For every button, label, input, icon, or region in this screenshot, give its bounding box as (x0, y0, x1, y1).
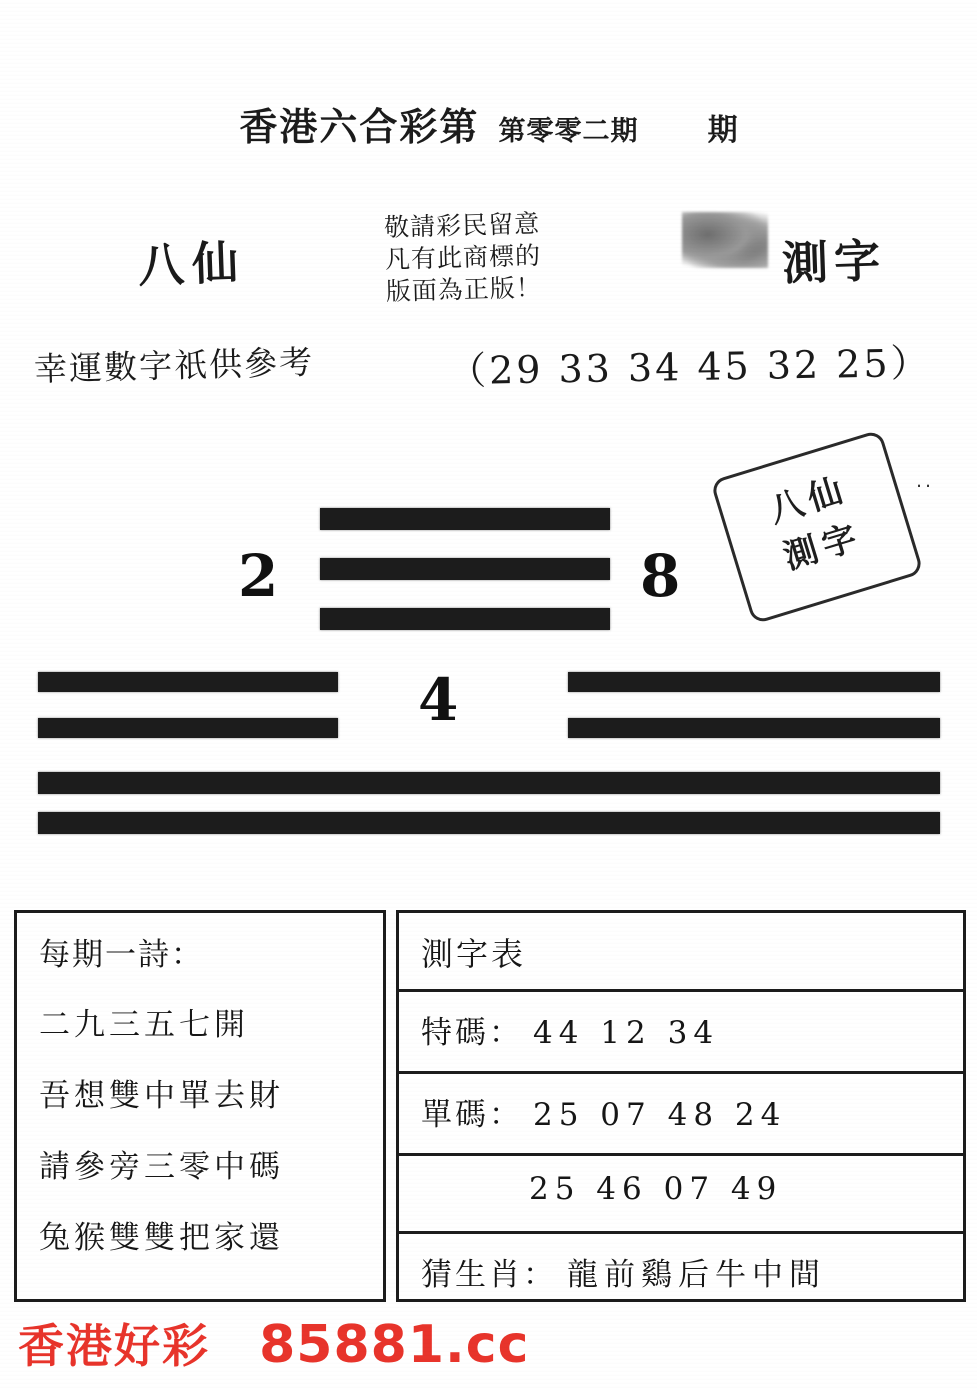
poem-title: 每期一詩： (39, 937, 204, 973)
stamp-line-1: 八仙 (764, 469, 853, 532)
table-divider (399, 1153, 963, 1156)
brand-right: 測字 (781, 233, 888, 291)
lucky-numbers-label: 幸運數字祇供參考 (33, 342, 315, 389)
hexagram-bar-bottom-1 (38, 772, 940, 794)
hexagram-bar-top-3 (320, 608, 610, 630)
issue-suffix: 期 (707, 113, 738, 148)
table-row (421, 1249, 826, 1294)
notice-block (384, 208, 542, 308)
poem-line: 吾想雙中單去財 (39, 1078, 284, 1114)
lucky-numbers-value: （29 33 34 45 32 25） (447, 340, 932, 394)
hexagram-number-right: 8 (640, 542, 681, 610)
hexagram-number-left: 2 (238, 542, 279, 610)
stamp-dots: .. (916, 470, 935, 492)
poem-line: 兔猴雙雙把家還 (39, 1220, 284, 1256)
footer-brand: 香港好彩 (18, 1319, 210, 1373)
table-divider (399, 989, 963, 992)
table-divider (399, 1231, 963, 1234)
page-title: 香港六合彩第 (239, 104, 480, 149)
issue-number: 第零零二期 (498, 116, 639, 147)
table-row (421, 1089, 786, 1134)
table-row-label: 猜生肖： (421, 1257, 557, 1293)
stamp-text (720, 452, 913, 597)
ink-smudge-icon (682, 212, 768, 268)
hexagram-bar-top-2 (320, 558, 610, 580)
table-row (421, 1007, 719, 1052)
table-row-values: 44 12 34 (533, 1015, 720, 1051)
table-divider (399, 1071, 963, 1074)
hexagram-bar-mid-2-left (38, 718, 338, 738)
notice-line-2: 凡有此商標的 (384, 240, 542, 275)
hexagram-bar-mid-1-right (568, 672, 940, 692)
hexagram-bar-mid-2-right (568, 718, 940, 738)
table-row-label: 單碼： (421, 1097, 523, 1133)
hexagram-bar-bottom-2 (38, 812, 940, 834)
hexagram-bar-mid-1-left (38, 672, 338, 692)
table-row-values: 25 07 48 24 (533, 1097, 787, 1133)
table-row (519, 1171, 782, 1207)
poem-line: 二九三五七開 (39, 1007, 249, 1043)
prediction-table-box (396, 910, 966, 1302)
table-row-label: 特碼： (421, 1015, 523, 1051)
notice-line-3: 版面為正版！ (385, 272, 543, 307)
hexagram-bar-top-1 (320, 508, 610, 530)
footer (18, 1310, 958, 1376)
hexagram-number-center: 4 (418, 666, 459, 734)
brand-left: 八仙 (137, 235, 248, 293)
stamp-line-2: 測字 (779, 516, 868, 579)
footer-url[interactable]: 85881.cc (259, 1315, 530, 1375)
page-header (0, 96, 977, 151)
notice-line-1: 敬請彩民留意 (383, 208, 541, 243)
poem-box (14, 910, 386, 1302)
poem-line: 請參旁三零中碼 (39, 1149, 284, 1185)
table-row-values: 龍前鷄后牛中間 (567, 1257, 826, 1293)
table-title: 測字表 (421, 935, 527, 973)
table-row-values: 25 46 07 49 (529, 1171, 783, 1207)
